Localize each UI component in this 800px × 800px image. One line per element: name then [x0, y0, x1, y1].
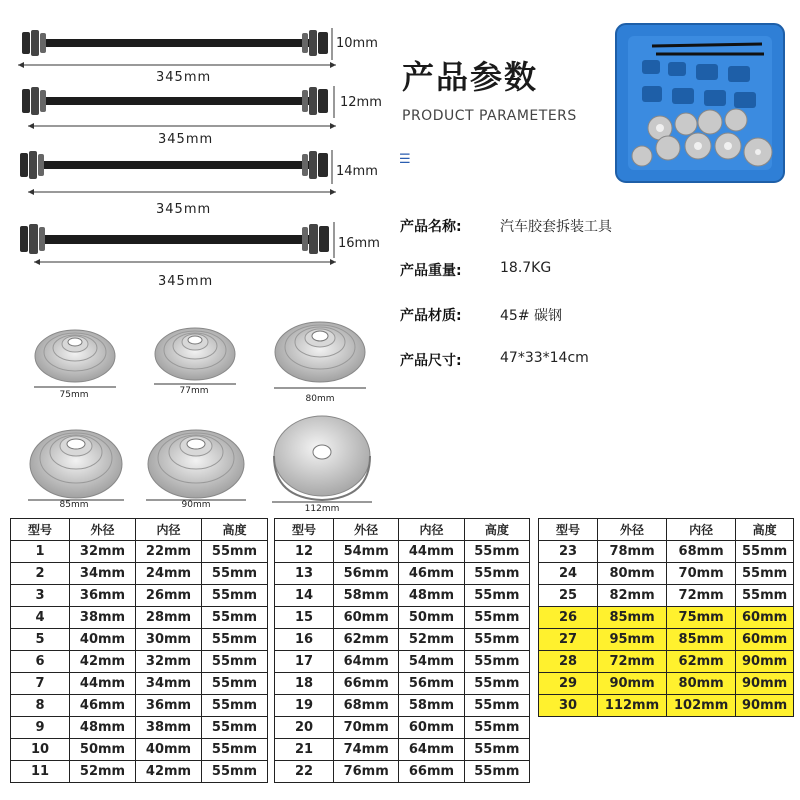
table-cell: 36mm	[70, 585, 136, 607]
table-row	[539, 541, 794, 563]
rod-width-label: 345mm	[158, 274, 214, 289]
table-row	[539, 607, 794, 629]
table-row	[275, 585, 530, 607]
table-cell: 55mm	[464, 739, 529, 761]
table-cell: 55mm	[464, 563, 529, 585]
table-cell: 95mm	[598, 629, 667, 651]
table-cell: 72mm	[667, 585, 736, 607]
threaded-rod-graphic	[14, 222, 394, 282]
table-cell: 90mm	[736, 673, 794, 695]
table-row	[11, 563, 268, 585]
table-cell: 55mm	[202, 607, 268, 629]
table-body	[11, 541, 268, 783]
table-header-row	[11, 519, 268, 541]
table-row	[275, 695, 530, 717]
table-row	[11, 673, 268, 695]
col-header-height: 高度	[736, 519, 794, 541]
flat-disc-112mm	[268, 412, 376, 508]
table-header-row	[275, 519, 530, 541]
table-cell: 55mm	[202, 629, 268, 651]
table-row	[11, 629, 268, 651]
table-cell: 12	[275, 541, 334, 563]
table-cell: 34mm	[136, 673, 202, 695]
table-row	[275, 607, 530, 629]
table-cell: 38mm	[70, 607, 136, 629]
table-cell: 75mm	[667, 607, 736, 629]
table-cell: 5	[11, 629, 70, 651]
table-cell: 78mm	[598, 541, 667, 563]
table-cell: 3	[11, 585, 70, 607]
table-row	[11, 739, 268, 761]
table-cell: 48mm	[70, 717, 136, 739]
table-row	[539, 629, 794, 651]
spec-table-3	[538, 518, 794, 717]
table-cell: 30	[539, 695, 598, 717]
table-row	[275, 651, 530, 673]
table-cell: 66mm	[399, 761, 464, 783]
table-cell: 90mm	[736, 695, 794, 717]
table-cell: 70mm	[334, 717, 399, 739]
table-cell: 14	[275, 585, 334, 607]
table-cell: 17	[275, 651, 334, 673]
param-label: 产品材质:	[400, 308, 462, 324]
table-cell: 40mm	[136, 739, 202, 761]
table-cell: 64mm	[334, 651, 399, 673]
table-cell: 1	[11, 541, 70, 563]
table-cell: 55mm	[202, 651, 268, 673]
table-cell: 8	[11, 695, 70, 717]
table-cell: 24	[539, 563, 598, 585]
table-cell: 55mm	[464, 717, 529, 739]
spec-table-1	[10, 518, 268, 783]
table-cell: 55mm	[464, 761, 529, 783]
table-row	[539, 673, 794, 695]
table-cell: 55mm	[736, 541, 794, 563]
rod-16mm	[14, 222, 394, 289]
table-row	[11, 607, 268, 629]
table-cell: 50mm	[399, 607, 464, 629]
cone-size-label: 85mm	[59, 500, 89, 510]
table-row	[275, 739, 530, 761]
threaded-rod-graphic	[14, 150, 394, 210]
table-cell: 32mm	[70, 541, 136, 563]
col-header-outer: 外径	[70, 519, 136, 541]
param-value: 汽车胶套拆装工具	[500, 219, 612, 235]
table-cell: 54mm	[399, 651, 464, 673]
col-header-outer: 外径	[598, 519, 667, 541]
param-row-weight	[400, 260, 720, 300]
table-cell: 15	[275, 607, 334, 629]
col-header-height: 高度	[464, 519, 529, 541]
table-cell: 55mm	[202, 541, 268, 563]
cone-size-label: 77mm	[179, 386, 209, 396]
table-cell: 55mm	[202, 761, 268, 783]
rod-diameter-label: 12mm	[340, 95, 382, 110]
rod-14mm	[14, 150, 394, 217]
table-cell: 22mm	[136, 541, 202, 563]
table-cell: 64mm	[399, 739, 464, 761]
col-header-inner: 内径	[667, 519, 736, 541]
rod-12mm	[14, 84, 394, 147]
table-cell: 36mm	[136, 695, 202, 717]
table-cell: 23	[539, 541, 598, 563]
col-header-height: 高度	[202, 519, 268, 541]
table-cell: 68mm	[667, 541, 736, 563]
table-cell: 76mm	[334, 761, 399, 783]
param-row-name	[400, 216, 720, 256]
table-cell: 112mm	[598, 695, 667, 717]
col-header-model: 型号	[275, 519, 334, 541]
table-cell: 52mm	[70, 761, 136, 783]
table-row	[11, 717, 268, 739]
table-cell: 2	[11, 563, 70, 585]
table-cell: 28	[539, 651, 598, 673]
table-cell: 29	[539, 673, 598, 695]
table-cell: 40mm	[70, 629, 136, 651]
table-row	[539, 651, 794, 673]
table-row	[275, 563, 530, 585]
table-cell: 60mm	[399, 717, 464, 739]
table-cell: 60mm	[736, 629, 794, 651]
rod-width-label: 345mm	[158, 132, 214, 147]
table-cell: 56mm	[334, 563, 399, 585]
table-cell: 55mm	[202, 717, 268, 739]
table-cell: 42mm	[70, 651, 136, 673]
table-cell: 58mm	[399, 695, 464, 717]
table-cell: 7	[11, 673, 70, 695]
table-body	[275, 541, 530, 783]
table-cell: 68mm	[334, 695, 399, 717]
table-cell: 44mm	[70, 673, 136, 695]
table-cell: 46mm	[70, 695, 136, 717]
table-cell: 55mm	[464, 585, 529, 607]
table-cell: 74mm	[334, 739, 399, 761]
table-cell: 55mm	[202, 695, 268, 717]
cone-size-label: 112mm	[304, 504, 340, 514]
table-row	[275, 541, 530, 563]
table-row	[11, 541, 268, 563]
table-cell: 55mm	[202, 585, 268, 607]
table-cell: 32mm	[136, 651, 202, 673]
table-cell: 90mm	[598, 673, 667, 695]
table-cell: 55mm	[736, 585, 794, 607]
col-header-model: 型号	[539, 519, 598, 541]
param-row-size	[400, 350, 720, 390]
param-value: 45# 碳钢	[500, 308, 562, 324]
table-row	[275, 717, 530, 739]
table-row	[11, 585, 268, 607]
table-cell: 9	[11, 717, 70, 739]
list-icon: ☰	[399, 152, 411, 167]
table-cell: 27	[539, 629, 598, 651]
table-cell: 26mm	[136, 585, 202, 607]
col-header-model: 型号	[11, 519, 70, 541]
table-cell: 80mm	[667, 673, 736, 695]
rod-width-label: 345mm	[156, 70, 212, 85]
stepped-cone-80mm	[270, 312, 370, 398]
param-row-material	[400, 305, 720, 345]
rod-diameter-label: 14mm	[336, 164, 378, 179]
section-title-cn: 产品参数	[402, 58, 539, 96]
table-cell: 46mm	[399, 563, 464, 585]
param-label: 产品重量:	[400, 263, 462, 279]
param-label: 产品名称:	[400, 219, 462, 235]
rod-10mm	[14, 20, 394, 85]
tool-kit-case-image	[612, 16, 788, 186]
table-cell: 25	[539, 585, 598, 607]
table-cell: 21	[275, 739, 334, 761]
table-row	[11, 651, 268, 673]
table-cell: 54mm	[334, 541, 399, 563]
table-cell: 66mm	[334, 673, 399, 695]
table-cell: 6	[11, 651, 70, 673]
table-cell: 22	[275, 761, 334, 783]
table-cell: 70mm	[667, 563, 736, 585]
table-cell: 19	[275, 695, 334, 717]
table-cell: 80mm	[598, 563, 667, 585]
table-row	[539, 585, 794, 607]
table-cell: 24mm	[136, 563, 202, 585]
table-cell: 26	[539, 607, 598, 629]
table-cell: 55mm	[202, 673, 268, 695]
table-cell: 18	[275, 673, 334, 695]
table-body	[539, 541, 794, 717]
table-cell: 55mm	[464, 695, 529, 717]
table-cell: 55mm	[464, 651, 529, 673]
table-cell: 62mm	[667, 651, 736, 673]
cone-size-label: 90mm	[181, 500, 211, 510]
table-row	[539, 563, 794, 585]
table-header-row	[539, 519, 794, 541]
table-cell: 85mm	[667, 629, 736, 651]
table-cell: 58mm	[334, 585, 399, 607]
table-cell: 48mm	[399, 585, 464, 607]
table-cell: 44mm	[399, 541, 464, 563]
table-row	[11, 695, 268, 717]
table-cell: 85mm	[598, 607, 667, 629]
table-cell: 55mm	[202, 739, 268, 761]
table-cell: 20	[275, 717, 334, 739]
table-cell: 60mm	[334, 607, 399, 629]
cone-size-label: 80mm	[305, 394, 335, 404]
col-header-outer: 外径	[334, 519, 399, 541]
param-value: 18.7KG	[500, 260, 552, 276]
table-cell: 30mm	[136, 629, 202, 651]
table-cell: 102mm	[667, 695, 736, 717]
table-cell: 4	[11, 607, 70, 629]
table-cell: 52mm	[399, 629, 464, 651]
table-cell: 55mm	[464, 629, 529, 651]
rod-diameter-label: 16mm	[338, 236, 380, 251]
table-cell: 10	[11, 739, 70, 761]
table-cell: 56mm	[399, 673, 464, 695]
col-header-inner: 内径	[399, 519, 464, 541]
table-cell: 55mm	[464, 541, 529, 563]
table-cell: 16	[275, 629, 334, 651]
cone-size-label: 75mm	[59, 390, 89, 400]
table-cell: 50mm	[70, 739, 136, 761]
section-title-en: PRODUCT PARAMETERS	[402, 108, 577, 124]
param-value: 47*33*14cm	[500, 350, 589, 366]
table-cell: 11	[11, 761, 70, 783]
table-cell: 82mm	[598, 585, 667, 607]
table-row	[275, 629, 530, 651]
rod-diameter-label: 10mm	[336, 36, 378, 51]
table-cell: 55mm	[736, 563, 794, 585]
table-cell: 72mm	[598, 651, 667, 673]
table-cell: 13	[275, 563, 334, 585]
table-row	[275, 761, 530, 783]
rod-width-label: 345mm	[156, 202, 212, 217]
table-cell: 55mm	[464, 673, 529, 695]
table-cell: 60mm	[736, 607, 794, 629]
stepped-cone-90mm	[142, 418, 250, 508]
table-cell: 55mm	[464, 607, 529, 629]
col-header-inner: 内径	[136, 519, 202, 541]
spec-table-2	[274, 518, 530, 783]
param-label: 产品尺寸:	[400, 353, 462, 369]
stepped-cone-75mm	[30, 318, 120, 398]
table-cell: 90mm	[736, 651, 794, 673]
table-row	[275, 673, 530, 695]
stepped-cone-85mm	[24, 418, 128, 508]
table-cell: 42mm	[136, 761, 202, 783]
table-cell: 55mm	[202, 563, 268, 585]
table-row	[539, 695, 794, 717]
table-cell: 62mm	[334, 629, 399, 651]
table-row	[11, 761, 268, 783]
table-cell: 38mm	[136, 717, 202, 739]
table-cell: 28mm	[136, 607, 202, 629]
table-cell: 34mm	[70, 563, 136, 585]
